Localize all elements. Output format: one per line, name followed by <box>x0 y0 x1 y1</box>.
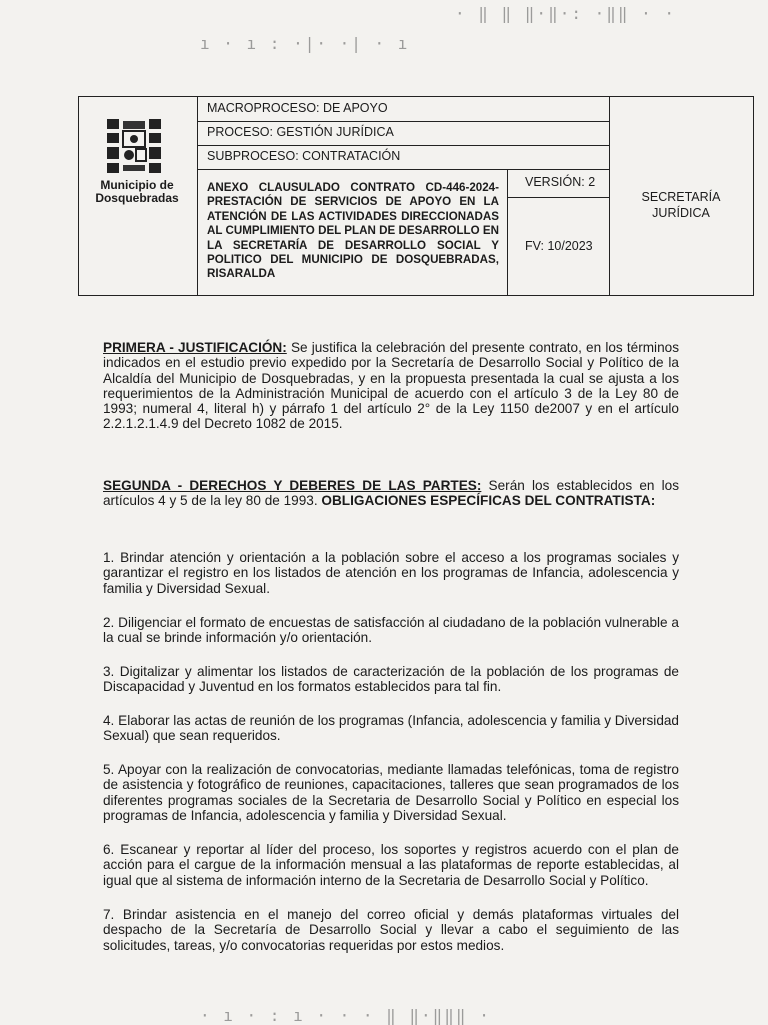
obligation-item: 4. Elaborar las actas de reunión de los programas (Infancia, adolescencia y familia y Diversidad Sexual) que sean requeridos. <box>103 713 679 744</box>
clause-segunda <box>103 478 679 509</box>
process-cell: PROCESO: GESTIÓN JURÍDICA <box>207 125 394 139</box>
scan-noise-top-right: · ‖ ‖ ‖·‖·: ·‖‖ · · <box>455 4 677 23</box>
obligations-heading: OBLIGACIONES ESPECÍFICAS DEL CONTRATISTA: <box>321 493 656 509</box>
macroprocess-cell: MACROPROCESO: DE APOYO <box>207 101 388 115</box>
department-cell: SECRETARÍA JURÍDICA <box>641 190 721 220</box>
clause-primera <box>103 340 679 432</box>
clause-segunda-heading: SEGUNDA - DERECHOS Y DEBERES DE LAS PARTES: <box>103 478 482 493</box>
obligation-item: 3. Digitalizar y alimentar los listados de caracterización de la población de los programas de Discapacidad y Juventud en los formatos establecidos para tal fin. <box>103 664 679 695</box>
obligation-item: 7. Brindar asistencia en el manejo del correo oficial y demás plataformas virtuales del despacho de la Secretaría de Desarrollo Social y llevar a cabo el seguimiento de las solicitudes, tareas, y/o convocatorias requeridas por estos medios. <box>103 907 679 953</box>
obligation-item: 5. Apoyar con la realización de convocatorias, mediante llamadas telefónicas, toma de registro de asistencia y fotográfico de reuniones, capacitaciones, talleres que sean programados de los diferentes programas sociales de la Secretaria de Desarrollo Social y Político en especial los programas de Infancia, adolescencia y familia y Diversidad Sexual. <box>103 762 679 823</box>
scan-noise-bottom: · ı · : ı · · · ‖ ‖·‖‖‖ · <box>200 1006 491 1025</box>
clause-segunda-text: Serán los establecidos en los artículos 4 y 5 de la ley 80 de 1993. <box>103 478 679 509</box>
document-header-table <box>78 96 754 296</box>
annex-title: ANEXO CLAUSULADO CONTRATO CD-446-2024- PRESTACIÓN DE SERVICIOS DE APOYO EN LA ATENCIÓN DE LAS ACTIVIDADES DIRECCIONADAS AL CUMPLIMIENTO DEL PLAN DE DESARROLLO EN LA SECRETARÍA DE DESARROLLO SOCIAL Y POLITICO DEL MUNICIPIO DE DOSQUEBRADAS, RISARALDA <box>207 181 499 281</box>
fv-cell: FV: 10/2023 <box>525 239 593 253</box>
obligation-item: 1. Brindar atención y orientación a la población sobre el acceso a los programas sociales y garantizar el registro en los listados de atención en los programas de Infancia, adolescencia y familia y Diversidad Sexual. <box>103 550 679 596</box>
subprocess-cell: SUBPROCESO: CONTRATACIÓN <box>207 149 401 163</box>
clause-primera-heading: PRIMERA - JUSTIFICACIÓN: <box>103 340 287 355</box>
obligation-item: 2. Diligenciar el formato de encuestas de satisfacción al ciudadano de la población vulnerable a la cual se brinde información y/o orientación. <box>103 615 679 646</box>
version-cell: VERSIÓN: 2 <box>525 175 596 189</box>
scan-noise-top: ı · ı : ·|· ·| · ı <box>200 34 410 53</box>
logo-caption: Municipio de Dosquebradas <box>95 178 179 205</box>
obligation-item: 6. Escanear y reportar al líder del proceso, los soportes y registros acuerdo con el plan de acción para el cargue de la información mensual a las plataformas de reporte establecidas, al igual que al sistema de información interno de la Secretaria de Desarrollo Social y Político. <box>103 842 679 888</box>
municipality-logo <box>99 117 169 177</box>
clause-primera-text: Se justifica la celebración del presente contrato, en los términos indicados en el estudio previo expedido por la Secretaría de Desarrollo Social y Político de la Alcaldía del Municipio de Dosquebradas, y en la propuesta presentada la cual se ajusta a los requerimientos de la Administración Municipal de acuerdo con el artículo 3 de la Ley 80 de 1993; numeral 4, literal h) y párrafo 1 del artículo 2° de la Ley 1150 de2007 y en el artículo 2.2.1.2.1.4.9 del Decreto 1082 de 2015. <box>103 340 679 432</box>
